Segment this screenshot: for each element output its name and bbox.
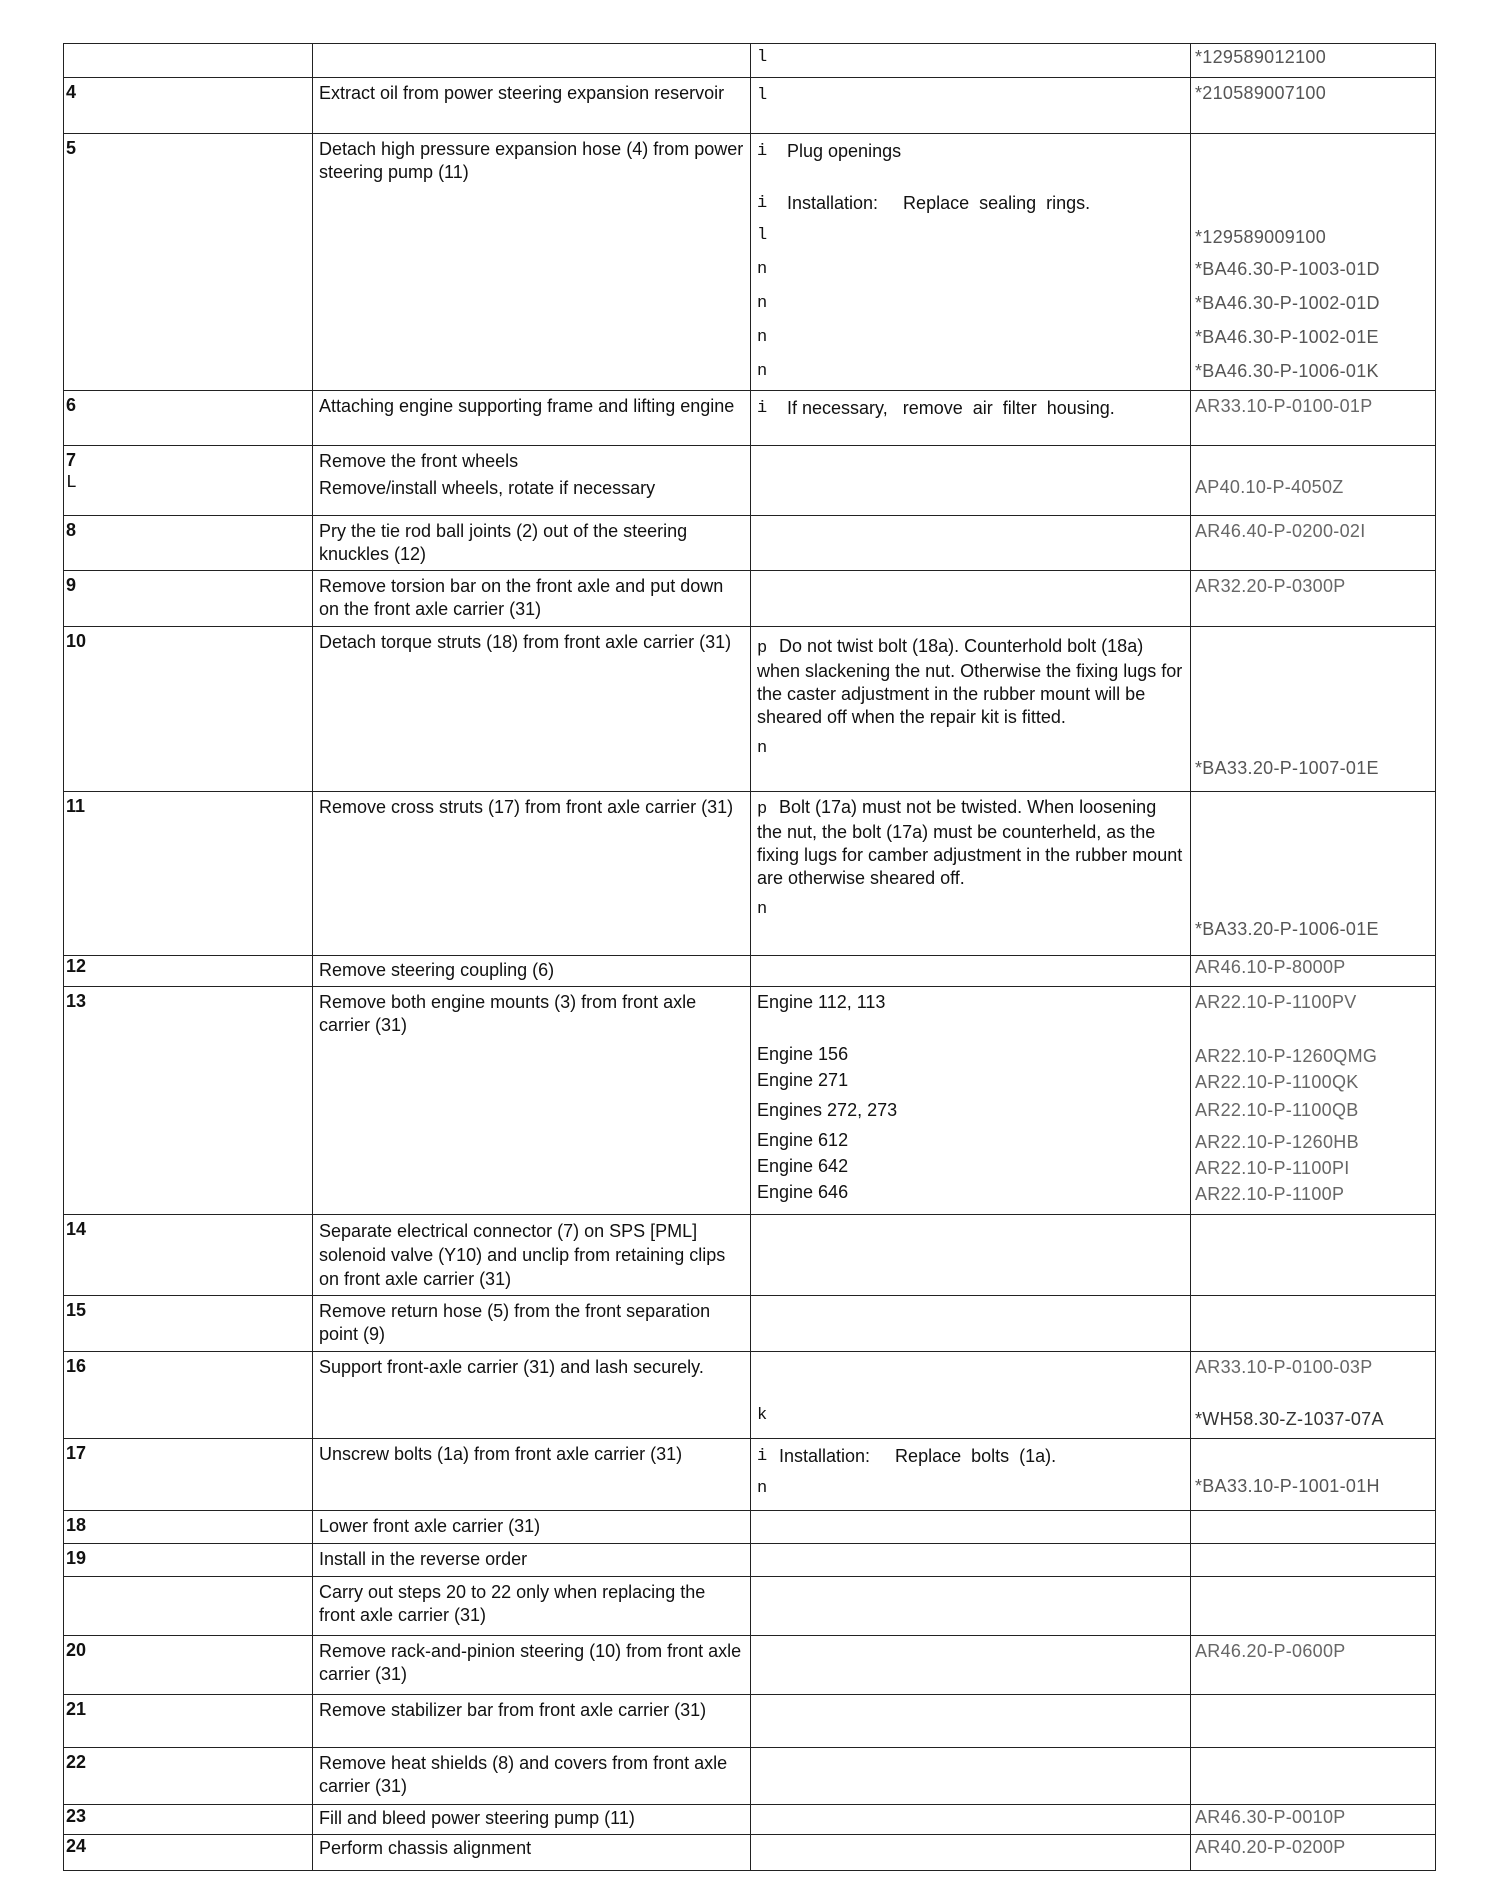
step-cell <box>64 1296 313 1352</box>
doc-reference-link[interactable]: *WH58.30-Z-1037-07A <box>1195 1409 1384 1429</box>
description-cell <box>313 956 751 987</box>
step-description: Separate electrical connector (7) on SPS [PML] solenoid valve (Y10) and unclip from retaining clips on front axle carrier (31) <box>319 1221 726 1289</box>
doc-reference-link[interactable]: *129589012100 <box>1195 47 1327 67</box>
step-number: 22 <box>66 1752 87 1772</box>
table-row <box>64 627 1436 792</box>
description-cell <box>313 627 751 792</box>
step-cell <box>64 134 313 391</box>
procedure-reference-link[interactable]: AR32.20-P-0300P <box>1195 576 1346 596</box>
step-cell <box>64 391 313 446</box>
procedure-reference-link[interactable]: AR22.10-P-1100QK <box>1195 1072 1359 1092</box>
info-icon: i <box>757 194 768 213</box>
step-description: Detach torque struts (18) from front axle carrier (31) <box>319 632 732 652</box>
table-row <box>64 446 1436 516</box>
procedure-reference-link[interactable]: AR33.10-P-0100-01P <box>1195 396 1373 416</box>
description-cell <box>313 1296 751 1352</box>
table-row <box>64 956 1436 987</box>
table-row <box>64 1835 1436 1871</box>
engine-variant: Engine 646 <box>757 1182 849 1202</box>
caution-note <box>751 627 1190 729</box>
step-cell <box>64 78 313 134</box>
special-tool-icon: k <box>757 1406 768 1425</box>
step-number: 5 <box>66 138 77 158</box>
reference-cell <box>1191 1352 1436 1439</box>
reference-cell <box>1191 1577 1436 1636</box>
notes-cell <box>751 1215 1191 1296</box>
table-row <box>64 44 1436 78</box>
doc-reference-link[interactable]: *BA33.10-P-1001-01H <box>1195 1476 1380 1496</box>
reference-cell <box>1191 1748 1436 1805</box>
procedure-reference-link[interactable]: AR22.10-P-1100QB <box>1195 1100 1359 1120</box>
reference-cell <box>1191 1511 1436 1544</box>
step-description: Unscrew bolts (1a) from front axle carrier (31) <box>319 1444 683 1464</box>
step-description: Pry the tie rod ball joints (2) out of the steering knuckles (12) <box>319 521 688 564</box>
step-description: Attaching engine supporting frame and lifting engine <box>319 396 735 416</box>
torque-spec-icon: n <box>757 900 768 919</box>
notes-cell <box>751 391 1191 446</box>
info-icon: i <box>757 1447 768 1466</box>
reference-cell <box>1191 792 1436 956</box>
doc-reference-link[interactable]: *BA46.30-P-1003-01D <box>1195 259 1380 279</box>
torque-spec-icon: n <box>757 739 768 758</box>
doc-reference-link[interactable]: *BA46.30-P-1002-01E <box>1195 327 1379 347</box>
notes-cell <box>751 1544 1191 1577</box>
procedure-reference-link[interactable]: AR46.40-P-0200-02I <box>1195 521 1366 541</box>
step-description: Remove return hose (5) from the front separation point (9) <box>319 1301 711 1344</box>
step-cell <box>64 516 313 571</box>
doc-reference-link[interactable]: *BA33.20-P-1007-01E <box>1195 758 1379 778</box>
step-number: 6 <box>66 395 77 415</box>
table-row <box>64 792 1436 956</box>
notes-cell <box>751 1577 1191 1636</box>
table-row <box>64 78 1436 134</box>
step-number: 14 <box>66 1219 87 1239</box>
step-number: 11 <box>66 796 86 816</box>
notes-cell <box>751 1748 1191 1805</box>
step-number: 10 <box>66 631 87 651</box>
doc-reference-link[interactable]: *BA33.20-P-1006-01E <box>1195 919 1379 939</box>
step-description: Remove heat shields (8) and covers from front axle carrier (31) <box>319 1753 728 1796</box>
description-cell <box>313 1439 751 1511</box>
notes-cell <box>751 1636 1191 1695</box>
reference-cell <box>1191 1636 1436 1695</box>
reference-cell <box>1191 78 1436 134</box>
reference-cell <box>1191 1835 1436 1871</box>
table-row <box>64 516 1436 571</box>
description-cell <box>313 1544 751 1577</box>
step-number: 7 <box>66 450 77 470</box>
info-icon: i <box>757 399 768 418</box>
description-cell <box>313 516 751 571</box>
caution-text: Do not twist bolt (18a). Counterhold bolt (18a) when slackening the nut. Otherwise the fixing lugs for the caster adjustment in the rubber mount will be sheared off when the repair kit is fitted. <box>757 636 1183 727</box>
reference-cell <box>1191 134 1436 391</box>
description-cell <box>313 446 751 516</box>
step-cell <box>64 1215 313 1296</box>
table-row <box>64 1577 1436 1636</box>
doc-reference-link[interactable]: *129589009100 <box>1195 227 1327 247</box>
procedure-reference-link[interactable]: AR40.20-P-0200P <box>1195 1837 1346 1857</box>
procedure-reference-link[interactable]: AP40.10-P-4050Z <box>1195 477 1344 497</box>
table-row <box>64 134 1436 391</box>
step-description: Remove rack-and-pinion steering (10) from front axle carrier (31) <box>319 1641 742 1684</box>
step-cell <box>64 1636 313 1695</box>
description-cell <box>313 1352 751 1439</box>
table-row <box>64 391 1436 446</box>
description-cell <box>313 987 751 1215</box>
reference-cell <box>1191 956 1436 987</box>
reference-cell <box>1191 44 1436 78</box>
step-cell <box>64 1577 313 1636</box>
reference-cell <box>1191 1215 1436 1296</box>
description-cell <box>313 134 751 391</box>
notes-cell <box>751 516 1191 571</box>
step-cell <box>64 1695 313 1748</box>
step-description: Remove both engine mounts (3) from front axle carrier (31) <box>319 992 697 1035</box>
notes-cell <box>751 1439 1191 1511</box>
step-number <box>64 1577 312 1581</box>
step-number: 13 <box>66 991 87 1011</box>
tool-icon: l <box>757 86 768 105</box>
reference-cell <box>1191 446 1436 516</box>
reference-cell <box>1191 1439 1436 1511</box>
step-number: 23 <box>66 1806 87 1826</box>
table-row <box>64 1352 1436 1439</box>
notes-cell <box>751 1695 1191 1748</box>
step-cell <box>64 956 313 987</box>
step-cell <box>64 987 313 1215</box>
step-cell <box>64 1352 313 1439</box>
step-description: Detach high pressure expansion hose (4) from power steering pump (11) <box>319 139 744 182</box>
step-cell <box>64 627 313 792</box>
description-cell <box>313 1748 751 1805</box>
notes-cell <box>751 44 1191 78</box>
reference-cell <box>1191 1695 1436 1748</box>
note-text: Installation: Replace sealing rings. <box>787 193 1091 213</box>
step-cell <box>64 792 313 956</box>
table-row <box>64 1215 1436 1296</box>
step-description: Remove torsion bar on the front axle and put down on the front axle carrier (31) <box>319 576 724 619</box>
step-cell <box>64 44 313 78</box>
engine-variants-cell <box>751 987 1191 1215</box>
step-description: Extract oil from power steering expansion reservoir <box>319 83 725 103</box>
step-description: Lower front axle carrier (31) <box>319 1516 541 1536</box>
step-number: 8 <box>66 520 77 540</box>
step-cell <box>64 1439 313 1511</box>
procedure-reference-link[interactable]: AR46.20-P-0600P <box>1195 1641 1346 1661</box>
table-row <box>64 571 1436 627</box>
step-description <box>313 44 750 52</box>
step-number: 17 <box>66 1443 87 1463</box>
notes-cell <box>751 134 1191 391</box>
tool-icon: l <box>757 48 768 67</box>
notes-cell <box>751 1296 1191 1352</box>
torque-spec-icon: n <box>757 260 768 279</box>
procedure-reference-link[interactable]: AR33.10-P-0100-03P <box>1195 1357 1373 1377</box>
description-cell <box>313 1805 751 1835</box>
table-row <box>64 1748 1436 1805</box>
notes-cell <box>751 571 1191 627</box>
step-cell <box>64 1748 313 1805</box>
reference-cell <box>1191 1296 1436 1352</box>
description-cell <box>313 1695 751 1748</box>
step-number: 19 <box>66 1548 87 1568</box>
procedure-reference-link[interactable]: AR22.10-P-1100P <box>1195 1184 1345 1204</box>
procedure-reference-link[interactable]: AR22.10-P-1260QMG <box>1195 1046 1378 1066</box>
engine-variant: Engine 612 <box>757 1130 849 1150</box>
table-row <box>64 1695 1436 1748</box>
step-number <box>64 44 312 48</box>
step-number: 20 <box>66 1640 87 1660</box>
caution-icon: p <box>757 800 768 819</box>
note-text: If necessary, remove air filter housing. <box>787 398 1115 418</box>
notes-cell <box>751 1511 1191 1544</box>
doc-reference-link[interactable]: *BA46.30-P-1006-01K <box>1195 361 1379 381</box>
link-marker-icon: L <box>66 473 77 493</box>
description-cell <box>313 44 751 78</box>
step-description: Remove the front wheels <box>319 451 519 471</box>
step-number: 24 <box>66 1836 87 1856</box>
reference-cell <box>1191 987 1436 1215</box>
procedure-reference-link[interactable]: AR22.10-P-1100PV <box>1195 992 1357 1012</box>
caution-icon: p <box>757 639 768 658</box>
torque-spec-icon: n <box>757 362 768 381</box>
procedure-reference-link[interactable]: AR46.10-P-8000P <box>1195 957 1346 977</box>
step-description: Remove cross struts (17) from front axle carrier (31) <box>319 797 734 817</box>
torque-spec-icon: n <box>757 328 768 347</box>
description-cell <box>313 1636 751 1695</box>
tool-icon: l <box>757 226 768 245</box>
step-number: 15 <box>66 1300 87 1320</box>
notes-cell <box>751 627 1191 792</box>
torque-spec-icon: n <box>757 294 768 313</box>
engine-variant: Engine 271 <box>757 1070 849 1090</box>
reference-cell <box>1191 391 1436 446</box>
notes-cell <box>751 446 1191 516</box>
step-number: 16 <box>66 1356 87 1376</box>
description-cell <box>313 391 751 446</box>
procedure-reference-link[interactable]: AR22.10-P-1260HB <box>1195 1132 1359 1152</box>
doc-reference-link[interactable]: *210589007100 <box>1195 83 1327 103</box>
reference-cell <box>1191 1805 1436 1835</box>
step-description: Support front-axle carrier (31) and lash securely. <box>319 1357 704 1377</box>
notes-cell <box>751 956 1191 987</box>
info-icon: i <box>757 142 768 161</box>
reference-cell <box>1191 627 1436 792</box>
description-cell <box>313 1215 751 1296</box>
table-row <box>64 1636 1436 1695</box>
procedure-reference-link[interactable]: AR22.10-P-1100PI <box>1195 1158 1350 1178</box>
step-description: Install in the reverse order <box>319 1549 528 1569</box>
description-cell <box>313 1511 751 1544</box>
description-cell <box>313 1835 751 1871</box>
step-number: 21 <box>66 1699 87 1719</box>
procedure-table <box>63 43 1436 1871</box>
engine-variant: Engine 156 <box>757 1044 849 1064</box>
step-cell <box>64 571 313 627</box>
table-row <box>64 1296 1436 1352</box>
caution-text: Bolt (17a) must not be twisted. When loosening the nut, the bolt (17a) must be counterheld, as the fixing lugs for camber adjustment in the rubber mount are otherwise sheared off. <box>757 797 1183 888</box>
description-cell <box>313 792 751 956</box>
step-description: Remove stabilizer bar from front axle carrier (31) <box>319 1700 707 1720</box>
reference-cell <box>1191 571 1436 627</box>
table-row <box>64 1439 1436 1511</box>
description-cell <box>313 1577 751 1636</box>
step-cell <box>64 1511 313 1544</box>
table-row <box>64 1511 1436 1544</box>
step-description: Fill and bleed power steering pump (11) <box>319 1808 635 1828</box>
note-text: Installation: Replace bolts (1a). <box>779 1446 1057 1466</box>
step-description: Carry out steps 20 to 22 only when replacing the front axle carrier (31) <box>319 1582 706 1625</box>
note-text: Plug openings <box>787 141 902 161</box>
torque-spec-icon: n <box>757 1479 768 1498</box>
engine-variant: Engine 642 <box>757 1156 849 1176</box>
step-description: Remove steering coupling (6) <box>319 960 555 980</box>
procedure-table-body <box>64 44 1436 1871</box>
reference-cell <box>1191 1544 1436 1577</box>
doc-reference-link[interactable]: *BA46.30-P-1002-01D <box>1195 293 1380 313</box>
step-number: 4 <box>66 82 77 102</box>
reference-cell <box>1191 516 1436 571</box>
step-cell <box>64 1805 313 1835</box>
description-cell <box>313 78 751 134</box>
engine-variant: Engines 272, 273 <box>757 1100 898 1120</box>
step-description: Perform chassis alignment <box>319 1838 532 1858</box>
notes-cell <box>751 1835 1191 1871</box>
caution-note <box>751 792 1190 890</box>
step-cell <box>64 1835 313 1871</box>
step-number: 18 <box>66 1515 87 1535</box>
step-number: 9 <box>66 575 77 595</box>
step-number: 12 <box>66 956 87 976</box>
procedure-reference-link[interactable]: AR46.30-P-0010P <box>1195 1807 1346 1827</box>
step-subdescription: Remove/install wheels, rotate if necessary <box>319 478 656 498</box>
notes-cell <box>751 1805 1191 1835</box>
notes-cell <box>751 78 1191 134</box>
notes-cell <box>751 792 1191 956</box>
table-row <box>64 1544 1436 1577</box>
table-row <box>64 987 1436 1215</box>
step-cell <box>64 446 313 516</box>
description-cell <box>313 571 751 627</box>
step-cell <box>64 1544 313 1577</box>
engine-variant: Engine 112, 113 <box>757 992 886 1012</box>
notes-cell <box>751 1352 1191 1439</box>
table-row <box>64 1805 1436 1835</box>
